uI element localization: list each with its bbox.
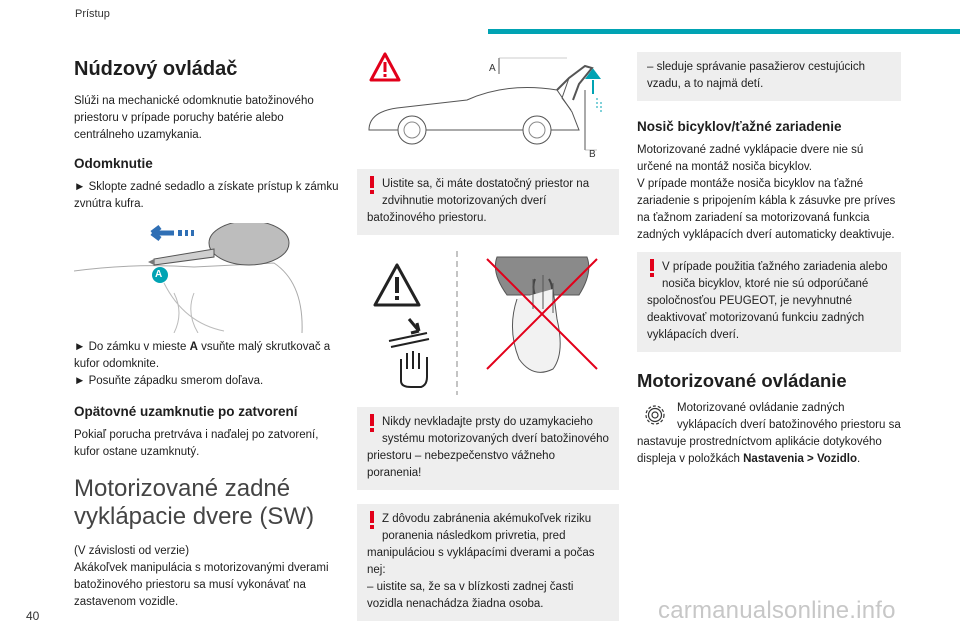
unlock-step-2 [74,339,346,373]
warning-exclamation-icon [647,259,657,277]
warning-exclamation-icon [367,511,377,529]
control-text-post: . [857,453,861,465]
bike-text-1: Motorizované zadné vyklápacie dvere nie sú určené na montáž nosiča bicyklov. [637,144,864,173]
unlock-step-2-post: vsuňte malý skrutkovač a kufor odomknite. [74,341,331,370]
car-clearance-figure [357,50,619,165]
warning-continued [637,52,901,101]
lock-figure [74,223,346,333]
warning-pinch-item: – uistite sa, že sa v blízkosti zadnej časti vozidla nenachádza žiadna osoba. [367,581,574,610]
power-version-note: (V závislosti od verzie) [74,545,190,557]
page-number: 40 [26,609,40,623]
unlock-step-2-pre: ► Do zámku v mieste [74,341,190,353]
warning-fingers-text: Nikdy nevkladajte prsty do uzamykacieho systému motorizovaných dverí batožinového priestoru – nebezpečenstvo vážneho poranenia! [367,416,609,479]
finger-warning-illustration [357,249,619,397]
warning-fingers [357,407,619,490]
lock-illustration [74,223,346,333]
emergency-intro: Slúži na mechanické odomknutie batožinového priestoru v prípade poruchy batérie alebo centrálneho uzamykania. [74,95,314,141]
heading-unlock: Odomknutie [74,156,153,171]
diagram-label-b: B [589,149,596,160]
unlock-step-2-bold: A [189,341,198,353]
warning-clearance-text: Uistite sa, či máte dostatočný priestor na zdvihnutie motorizovaných dverí batožinového priestoru. [367,178,590,224]
control-text-bold: Nastavenia > Vozidlo [743,453,857,465]
header-accent-bar [488,29,960,34]
warning-pinch [357,504,619,621]
warning-exclamation-icon [367,414,377,432]
relock-text: Pokiaľ porucha pretrváva i naďalej po zatvorení, kufor ostane uzamknutý. [74,429,319,458]
heading-bike-carrier: Nosič bicyklov/ťažné zariadenie [637,119,842,134]
control-settings-block [637,400,901,468]
warning-bike [637,252,901,352]
car-clearance-illustration [357,50,619,165]
warning-continued-item: – sleduje správanie pasažierov cestujúcich vzadu, a to najmä detí. [647,61,865,90]
warning-clearance [357,169,619,235]
section-title-motorized-control: Motorizované ovládanie [637,370,847,391]
control-text [637,400,901,468]
watermark: carmanualsonline.info [658,597,896,624]
column-right [637,50,901,476]
finger-warning-figure [357,249,619,397]
section-title-emergency: Núdzový ovládač [74,58,238,80]
control-text-pre: Motorizované ovládanie zadných vyklápacích dverí batožinového priestoru sa nastavuje prostredníctvom aplikácie dotykového displeja v položkách [637,402,901,465]
warning-exclamation-icon [367,176,377,194]
column-middle [357,50,619,635]
warning-bike-text: V prípade použitia ťažného zariadenia alebo nosiča bicyklov, ktoré nie sú odporúčané spoločnosťou PEUGEOT, je nevyhnutné deaktivovať motorizovanú funkciu zadných vyklápacích dverí. [647,261,888,341]
diagram-label-a: A [489,63,496,74]
figure-label-a: A [155,269,163,280]
power-intro: Akákoľvek manipulácia s motorizovanými dverami batožinového priestoru sa musí vykonávať na zastavenom vozidle. [74,562,329,608]
unlock-step-3: ► Posuňte západku smerom doľava. [74,375,264,387]
warning-pinch-text: Z dôvodu zabránenia akémukoľvek riziku poranenia následkom privretia, pred manipuláciou s vyklápacími dverami a počas nej: [367,513,595,576]
gear-icon [637,400,673,430]
running-header: Prístup [75,8,110,20]
bike-text-2: V prípade montáže nosiča bicyklov na ťažné zariadenie s pripojením kábla k zásuvke pre príves na ťažnom zariadení sa motorizovaná funkcia zadných vyklápacích dverí automaticky deaktivuje. [637,178,896,241]
column-left [74,50,346,619]
heading-relock: Opätovné uzamknutie po zatvorení [74,404,298,419]
unlock-step-1: ► Sklopte zadné sedadlo a získate prístup k zámku zvnútra kufra. [74,181,339,210]
section-title-power-tailgate: Motorizované zadné vyklápacie dvere (SW) [74,475,315,530]
